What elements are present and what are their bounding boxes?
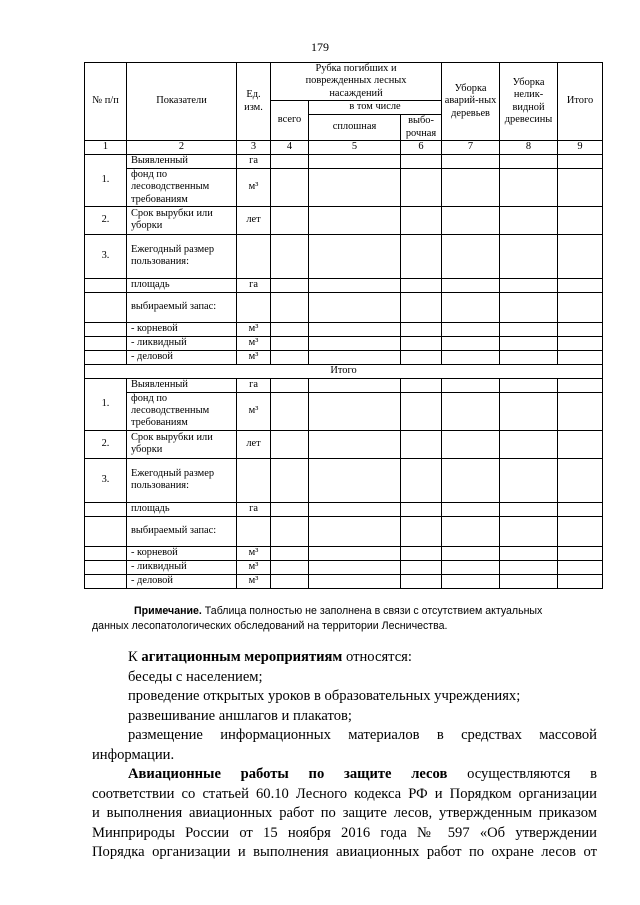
empty-cell (558, 430, 603, 458)
empty-cell (271, 234, 309, 278)
indicator-label: выбираемый запас: (127, 292, 237, 322)
table-row (85, 206, 603, 234)
list-item: размещение информационных материалов в средствах массовой (128, 727, 597, 743)
empty-cell (500, 502, 558, 516)
indicator-label: Ежегодный размер пользования: (127, 458, 237, 502)
empty-cell (558, 574, 603, 588)
indicator-label: фонд по лесоводственным требованиям (127, 169, 237, 207)
intro-line (92, 648, 597, 668)
empty-cell (271, 516, 309, 546)
empty-cell (442, 169, 500, 207)
header-of-which: в том числе (309, 101, 442, 115)
row-number (85, 516, 127, 546)
unit-cell (237, 292, 271, 322)
indicator-label: - корневой (127, 322, 237, 336)
empty-cell (500, 378, 558, 392)
empty-cell (271, 292, 309, 322)
indicator-label: выбираемый запас: (127, 516, 237, 546)
note-text-line1: Таблица полностью не заполнена в связи с отсутствием актуальных (201, 605, 543, 617)
table-row (85, 278, 603, 292)
empty-cell (442, 155, 500, 169)
empty-cell (309, 292, 401, 322)
empty-cell (309, 155, 401, 169)
column-number: 4 (271, 141, 309, 155)
list-item-continuation: информации. (92, 746, 175, 763)
table-row (85, 336, 603, 350)
empty-cell (271, 430, 309, 458)
header-clear-felling: сплошная (309, 115, 401, 141)
unit-cell: м³ (237, 169, 271, 207)
empty-cell (401, 155, 442, 169)
unit-cell: га (237, 502, 271, 516)
empty-cell (500, 234, 558, 278)
empty-cell (271, 458, 309, 502)
empty-cell (271, 169, 309, 207)
empty-cell (558, 560, 603, 574)
table-row (85, 378, 603, 392)
aviation-line: Минприроды России от 15 ноября 2016 года № 597 «Об утверждении (92, 824, 597, 841)
empty-cell (309, 278, 401, 292)
empty-cell (558, 546, 603, 560)
empty-cell (442, 392, 500, 430)
header-indicators: Показатели (127, 63, 237, 141)
indicator-label: Выявленный (127, 155, 237, 169)
empty-cell (558, 169, 603, 207)
aviation-line: соответствии со статьей 60.10 Лесного кодекса РФ и Порядком организации (92, 785, 597, 802)
column-number: 8 (500, 141, 558, 155)
empty-cell (442, 430, 500, 458)
empty-cell (271, 546, 309, 560)
column-number: 9 (558, 141, 603, 155)
empty-cell (401, 322, 442, 336)
row-number: 2. (85, 430, 127, 458)
intro-bold: агитационным мероприятиям (141, 649, 343, 665)
unit-cell: га (237, 378, 271, 392)
empty-cell (558, 234, 603, 278)
empty-cell (500, 155, 558, 169)
indicator-label: фонд по лесоводственным требованиям (127, 392, 237, 430)
empty-cell (309, 560, 401, 574)
table-row (85, 322, 603, 336)
indicator-label: - деловой (127, 574, 237, 588)
empty-cell (271, 278, 309, 292)
empty-cell (401, 574, 442, 588)
indicator-label: Срок вырубки или уборки (127, 430, 237, 458)
empty-cell (309, 574, 401, 588)
row-number (85, 546, 127, 560)
empty-cell (309, 546, 401, 560)
empty-cell (309, 350, 401, 364)
empty-cell (401, 378, 442, 392)
section-divider-label: Итого (85, 364, 603, 378)
empty-cell (401, 516, 442, 546)
empty-cell (401, 336, 442, 350)
empty-cell (500, 169, 558, 207)
empty-cell (401, 350, 442, 364)
empty-cell (442, 560, 500, 574)
table-row (85, 350, 603, 364)
list-item: развешивание аншлагов и плакатов; (128, 707, 352, 724)
empty-cell (271, 322, 309, 336)
empty-cell (309, 378, 401, 392)
table-row (85, 169, 603, 207)
table-row (85, 546, 603, 560)
table-row (85, 155, 603, 169)
header-emergency: Уборка аварий-ных деревьев (442, 63, 500, 141)
empty-cell (309, 502, 401, 516)
empty-cell (401, 502, 442, 516)
unit-cell: м³ (237, 546, 271, 560)
empty-cell (401, 292, 442, 322)
indicator-label: - деловой (127, 350, 237, 364)
empty-cell (442, 278, 500, 292)
empty-cell (271, 560, 309, 574)
column-number: 6 (401, 141, 442, 155)
empty-cell (401, 234, 442, 278)
empty-cell (558, 292, 603, 322)
unit-cell: га (237, 278, 271, 292)
empty-cell (442, 292, 500, 322)
header-unit: Ед. изм. (237, 63, 271, 141)
header-felling: Рубка погибших и поврежденных лесных насаждений (271, 63, 442, 101)
empty-cell (500, 350, 558, 364)
header-all: всего (271, 101, 309, 141)
empty-cell (558, 392, 603, 430)
indicator-label: Срок вырубки или уборки (127, 206, 237, 234)
aviation-rest: осуществляются в (447, 766, 598, 782)
aviation-paragraph-first-line (92, 765, 597, 785)
empty-cell (401, 546, 442, 560)
row-number: 3. (85, 458, 127, 502)
empty-cell (309, 169, 401, 207)
note-title: Примечание. (134, 605, 202, 617)
column-number: 2 (127, 141, 237, 155)
table-row (85, 574, 603, 588)
empty-cell (401, 278, 442, 292)
empty-cell (558, 458, 603, 502)
aviation-bold: Авиационные работы по защите лесов (128, 766, 448, 782)
body-text (92, 648, 597, 863)
unit-cell: м³ (237, 350, 271, 364)
note-text-line2: данных лесопатологических обследований на территории Лесничества. (92, 620, 448, 632)
empty-cell (442, 336, 500, 350)
indicator-label: Ежегодный размер пользования: (127, 234, 237, 278)
page-number: 179 (311, 40, 329, 54)
empty-cell (442, 234, 500, 278)
row-number (85, 322, 127, 336)
unit-cell: га (237, 155, 271, 169)
header-selective-felling: выбо-рочная (401, 115, 442, 141)
table-row (85, 516, 603, 546)
empty-cell (401, 169, 442, 207)
row-number (85, 278, 127, 292)
empty-cell (558, 336, 603, 350)
empty-cell (309, 392, 401, 430)
empty-cell (309, 336, 401, 350)
column-number: 3 (237, 141, 271, 155)
table-row (85, 292, 603, 322)
table-row (85, 502, 603, 516)
empty-cell (500, 516, 558, 546)
header-total: Итого (558, 63, 603, 141)
indicator-label: - ликвидный (127, 336, 237, 350)
empty-cell (500, 336, 558, 350)
unit-cell: м³ (237, 336, 271, 350)
unit-cell (237, 516, 271, 546)
empty-cell (442, 378, 500, 392)
empty-cell (500, 458, 558, 502)
indicator-label: - ликвидный (127, 560, 237, 574)
empty-cell (271, 392, 309, 430)
empty-cell (442, 322, 500, 336)
empty-cell (500, 322, 558, 336)
row-number: 2. (85, 206, 127, 234)
row-number (85, 292, 127, 322)
unit-cell: м³ (237, 574, 271, 588)
column-number: 1 (85, 141, 127, 155)
unit-cell: лет (237, 430, 271, 458)
column-number: 5 (309, 141, 401, 155)
empty-cell (401, 206, 442, 234)
empty-cell (558, 378, 603, 392)
empty-cell (271, 502, 309, 516)
empty-cell (500, 430, 558, 458)
empty-cell (558, 155, 603, 169)
column-numbers-row (85, 141, 603, 155)
empty-cell (442, 574, 500, 588)
aviation-line: Порядка организации и выполнения авиационных работ по охране лесов от (92, 844, 597, 860)
aviation-line: и выполнения авиационных работ по защите лесов, утвержденным приказом (92, 805, 597, 821)
empty-cell (271, 206, 309, 234)
indicator-label: - корневой (127, 546, 237, 560)
empty-cell (271, 155, 309, 169)
header-num: № п/п (85, 63, 127, 141)
empty-cell (309, 458, 401, 502)
empty-cell (558, 516, 603, 546)
section-divider-row (85, 364, 603, 378)
header-illiquid: Уборка нелик-видной древесины (500, 63, 558, 141)
unit-cell: лет (237, 206, 271, 234)
indicator-label: площадь (127, 278, 237, 292)
empty-cell (309, 206, 401, 234)
empty-cell (271, 378, 309, 392)
empty-cell (558, 502, 603, 516)
empty-cell (442, 516, 500, 546)
empty-cell (500, 206, 558, 234)
empty-cell (401, 392, 442, 430)
list-item: проведение открытых уроков в образовательных учреждениях; (128, 688, 521, 704)
row-number (85, 336, 127, 350)
forest-felling-table (84, 62, 603, 589)
list-item: беседы с населением; (128, 668, 263, 685)
unit-cell: м³ (237, 560, 271, 574)
unit-cell (237, 234, 271, 278)
table-row (85, 458, 603, 502)
indicator-label: площадь (127, 502, 237, 516)
empty-cell (558, 322, 603, 336)
empty-cell (500, 546, 558, 560)
row-number (85, 350, 127, 364)
empty-cell (500, 278, 558, 292)
indicator-label: Выявленный (127, 378, 237, 392)
row-number (85, 502, 127, 516)
empty-cell (558, 278, 603, 292)
row-number: 1. (85, 155, 127, 207)
empty-cell (442, 502, 500, 516)
empty-cell (309, 322, 401, 336)
empty-cell (309, 234, 401, 278)
empty-cell (401, 430, 442, 458)
intro-suffix: относятся: (342, 649, 412, 665)
empty-cell (442, 458, 500, 502)
empty-cell (500, 574, 558, 588)
empty-cell (442, 206, 500, 234)
row-number: 3. (85, 234, 127, 278)
empty-cell (500, 560, 558, 574)
table-row (85, 234, 603, 278)
table-row (85, 392, 603, 430)
unit-cell: м³ (237, 392, 271, 430)
table-row (85, 430, 603, 458)
empty-cell (442, 350, 500, 364)
unit-cell: м³ (237, 322, 271, 336)
intro-prefix: К (128, 649, 142, 665)
column-number: 7 (442, 141, 500, 155)
empty-cell (558, 350, 603, 364)
empty-cell (271, 350, 309, 364)
empty-cell (442, 546, 500, 560)
empty-cell (309, 516, 401, 546)
empty-cell (500, 292, 558, 322)
empty-cell (271, 574, 309, 588)
row-number: 1. (85, 378, 127, 430)
empty-cell (271, 336, 309, 350)
row-number (85, 574, 127, 588)
empty-cell (558, 206, 603, 234)
empty-cell (401, 458, 442, 502)
unit-cell (237, 458, 271, 502)
empty-cell (309, 430, 401, 458)
empty-cell (401, 560, 442, 574)
row-number (85, 560, 127, 574)
empty-cell (500, 392, 558, 430)
table-row (85, 560, 603, 574)
